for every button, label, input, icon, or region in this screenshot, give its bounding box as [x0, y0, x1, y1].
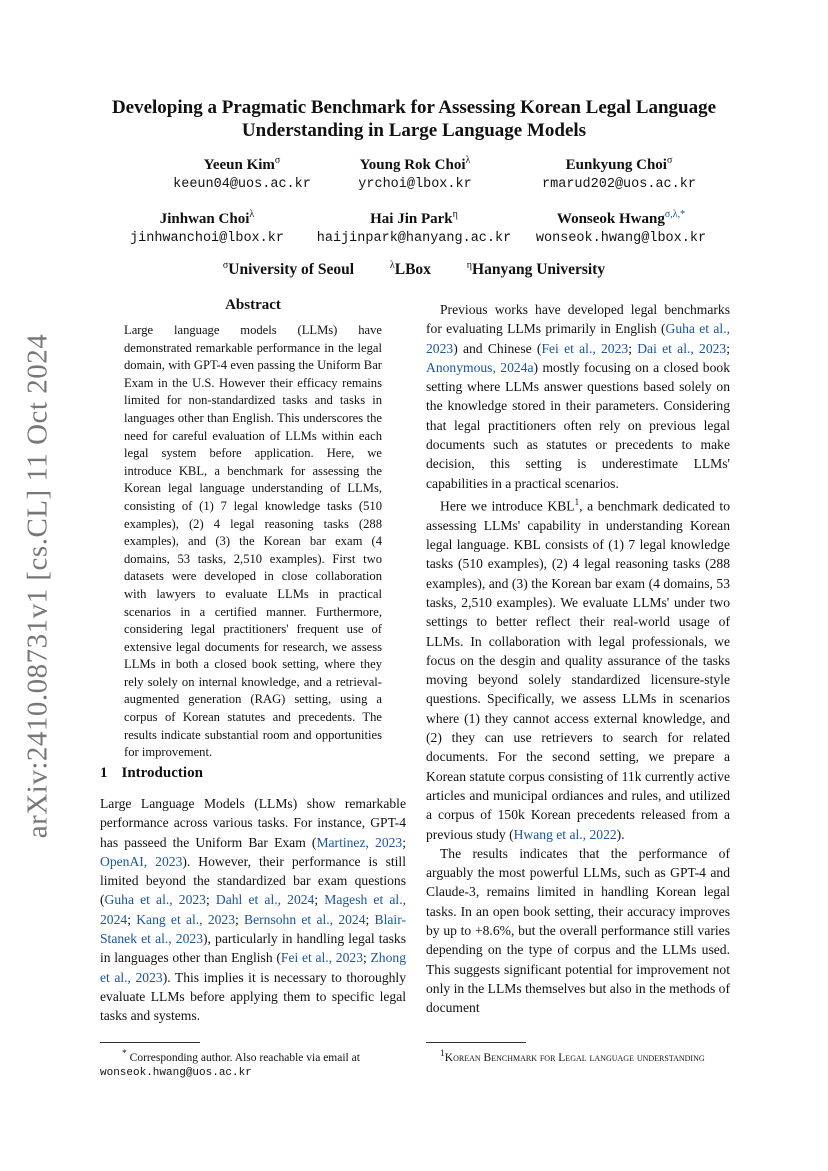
footnote-right [426, 1046, 730, 1066]
author-sup: σ,λ,* [664, 209, 686, 220]
right-column [426, 300, 730, 1018]
affiliation [467, 261, 605, 278]
affiliations [90, 256, 738, 280]
footnote-mark: * [122, 1048, 127, 1059]
citation-link[interactable]: Blair-Stanek et al., 2023 [100, 911, 406, 947]
author-sup: σ [666, 155, 673, 166]
text: ; [127, 911, 137, 927]
abstract-kbl: KBL [178, 463, 205, 478]
footnote-text: Corresponding author. Also reachable via email at [129, 1051, 360, 1064]
footnote-left [100, 1046, 406, 1081]
affiliation [390, 261, 431, 278]
abstract-text: , a benchmark for assessing the Korean legal language understanding of LLMs, consisting of (1) 7 legal knowledge tasks (510 examples), (2) 4 legal reasoning tasks (288 examples), and (3) the Korean bar exam (4 domains, 53 tasks, 2,510 examples). First two datasets were developed in close collaboration with lawyers to evaluate LLMs in practical scenarios in a certified manner. Furthermore, considering legal practitioners' frequent use of extensive legal documents for research, we assess LLMs in both a closed book setting, where they rely solely on internal knowledge, and a retrieval-augmented generation (RAG) setting, using a corpus of Korean statutes and precedents. The results indicate substantial room and opportunities for improvement. [124, 463, 382, 760]
text: ; [726, 340, 731, 356]
citation-link[interactable]: Zhong et al., 2023 [100, 950, 406, 985]
author-email[interactable]: wonseok.hwang@lbox.kr [535, 231, 707, 246]
author-sup: λ [249, 209, 255, 220]
footnote-email[interactable]: wonseok.hwang@uos.ac.kr [100, 1066, 252, 1079]
paragraph-previous-works [426, 300, 730, 493]
text: ; [235, 911, 245, 927]
kbl-term: KBL [513, 537, 541, 553]
author-5 [304, 205, 524, 249]
text: ) and Chinese ( [453, 340, 542, 356]
text: ; [365, 911, 375, 927]
footnote-mark[interactable]: 1 [574, 496, 580, 507]
affiliation-sup: λ [389, 260, 395, 271]
title-line-2: Understanding in Large Language Models [241, 120, 587, 141]
citation-link[interactable]: Kang et al., 2023 [136, 911, 236, 927]
kbl-term: KBL [547, 498, 575, 514]
arxiv-id: arXiv:2410.08731v1 [cs.CL] 11 Oct 2024 [21, 333, 54, 839]
citation-link[interactable]: Dai et al., 2023 [637, 340, 727, 356]
author-6 [511, 205, 731, 249]
text: ; [402, 834, 406, 850]
text: ; [363, 950, 371, 966]
author-email[interactable]: rmarud202@uos.ac.kr [542, 177, 696, 192]
citation-link[interactable]: Guha et al., 2023 [104, 892, 206, 908]
text: ; [205, 892, 216, 908]
section-number: 1 [100, 765, 108, 781]
citation-link[interactable]: Anonymous, 2024a [426, 359, 534, 375]
paragraph-kbl [426, 493, 730, 844]
author-3 [509, 151, 729, 195]
author-email[interactable]: haijinpark@hanyang.ac.kr [316, 231, 512, 246]
citation-link[interactable]: Fei et al., 2023 [280, 950, 363, 966]
section-heading [100, 765, 203, 782]
footnote-mark: 1 [440, 1048, 445, 1059]
citation-link[interactable]: OpenAI, 2023 [100, 853, 183, 869]
text: consists of (1) 7 legal knowledge tasks (510 examples), (2) 4 legal reasoning tasks (288 examples), and (3) the Korean bar exam (4 domains, 53 tasks, 2,510 examples). We evaluate LLMs' under two settings to better reflect their real-world usage of LLMs. In collaboration with legal professionals, we focus on the desgin and quality assurance of the tasks moving beyond solely standardized licensure-style questions. Specifically, we assess LLMs in scenarios where (1) they cannot access external knowledge, and (2) they can use retrievers to search for related documents. For the second setting, we prepare a Korean statute corpus consisting of 11k currently active articles and municipal ordiances and rules, and utilized a corpus of 150k Korean precedents released from a previous study ( [426, 537, 730, 842]
text: ; [314, 892, 325, 908]
abstract-body [124, 322, 382, 762]
text: Here we introduce [440, 498, 548, 514]
affiliation-sup: σ [222, 260, 229, 271]
text: ). However, their performance is still limited beyond the standardized bar exam questions ( [100, 853, 406, 908]
author-name: Yeeun Kim [203, 157, 275, 173]
text: ; [628, 340, 638, 356]
affiliation [223, 261, 354, 278]
citation-link[interactable]: Guha et al., 2023 [426, 321, 730, 356]
title-line-1: Developing a Pragmatic Benchmark for Assessing Korean Legal Language [111, 97, 717, 118]
author-email[interactable]: jinhwanchoi@lbox.kr [130, 231, 284, 246]
footnote-rule [426, 1042, 526, 1043]
author-sup: λ [465, 155, 471, 166]
affiliation-sup: η [466, 260, 473, 271]
author-email[interactable]: keeun04@uos.ac.kr [173, 177, 311, 192]
author-name: Eunkyung Choi [565, 157, 667, 173]
text: Previous works have developed legal benchmarks for evaluating LLMs primarily in English ( [426, 302, 730, 337]
citation-link[interactable]: Bernsohn et al., 2024 [244, 911, 366, 927]
author-2 [305, 151, 525, 195]
author-4 [97, 205, 317, 249]
abstract-text: Large language models (LLMs) have demonstrated remarkable performance in the legal domain, with GPT-4 even passing the Uniform Bar Exam in the U.S. However their efficacy remains limited for non-standardized tasks and tasks in languages other than English. This underscores the need for careful evaluation of LLMs within each legal system before application. Here, we introduce [124, 323, 382, 478]
affiliation-name: University of Seoul [228, 261, 354, 279]
author-name: Hai Jin Park [370, 211, 453, 227]
text: ). This implies it is necessary to thoroughly evaluate LLMs before applying them to specific legal tasks and systems. [100, 969, 406, 1024]
footnote-text: Korean Benchmark for Legal language understanding [444, 1051, 705, 1064]
author-sup: σ [274, 155, 281, 166]
citation-link[interactable]: Magesh et al., 2024 [100, 892, 406, 927]
paragraph-results: The results indicates that the performance of arguably the most powerful LLMs, such as GPT-4 and Claude-3, remains limited in handling Korean legal tasks. In an open book setting, their accuracy improves by up to +8.6%, but the overall performance still varies depending on the type of corpus and the LLMs used. This suggests significant potential for improvement not only in the LLMs themselves but also in the methods of document [426, 845, 730, 1016]
text: Large Language Models (LLMs) show remarkable performance across various tasks. For instance, GPT-4 has passeed the Uniform Bar Exam ( [100, 796, 406, 850]
citation-link[interactable]: Fei et al., 2023 [541, 340, 629, 356]
citation-link[interactable]: Hwang et al., 2022 [513, 826, 617, 842]
author-sup: η [452, 209, 458, 220]
author-name: Young Rok Choi [359, 157, 466, 173]
footnote-rule [100, 1042, 200, 1043]
author-email[interactable]: yrchoi@lbox.kr [358, 177, 472, 192]
paper-title [90, 96, 738, 142]
affiliation-name: Hanyang University [472, 261, 606, 279]
author-name: Wonseok Hwang [556, 211, 665, 227]
abstract-heading: Abstract [225, 297, 281, 313]
text: , a benchmark dedicated to assessing LLMs' capability in understanding Korean legal language. [426, 498, 730, 553]
text: ). [616, 826, 625, 842]
citation-link[interactable]: Martinez, 2023 [316, 834, 403, 850]
text: ), particularly in handling legal tasks in languages other than English ( [100, 931, 406, 966]
section-title: Introduction [121, 765, 203, 781]
citation-link[interactable]: Dahl et al., 2024 [215, 892, 315, 908]
intro-paragraph [100, 794, 406, 1026]
author-name: Jinhwan Choi [159, 211, 250, 227]
text: ) mostly focusing on a closed book setting where LLMs answer questions based solely on the knowledge stored in their parameters. Considering that legal practitioners often rely on previous legal documents such as statutes or precedents to make decision, this setting is underestimate LLMs' capabilities in a practical scenarios. [426, 359, 730, 491]
affiliation-name: LBox [394, 261, 431, 279]
